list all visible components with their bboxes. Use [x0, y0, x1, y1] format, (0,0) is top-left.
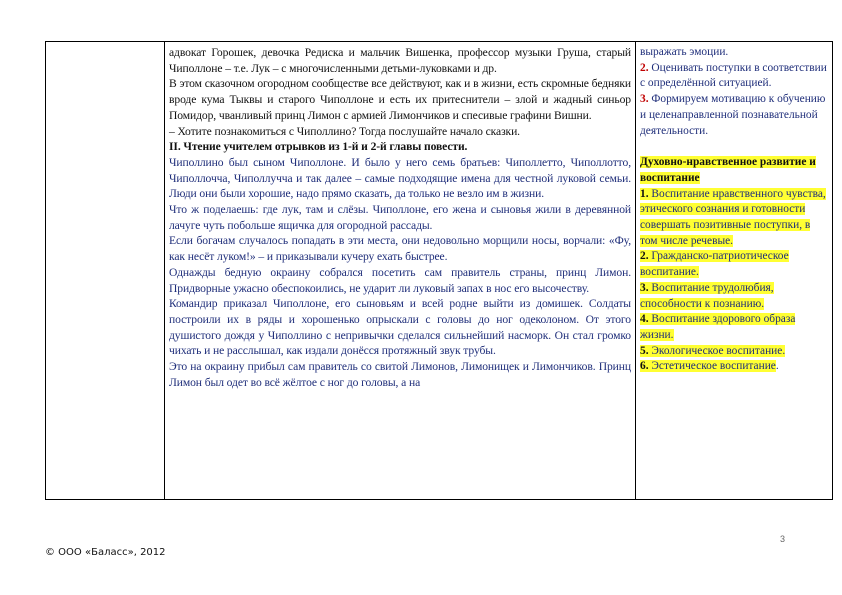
upbringing-item-3 — [640, 281, 828, 312]
item-text: Воспитание здорового образа жизни. — [640, 313, 796, 341]
story-paragraph-1: адвокат Горошек, девочка Редиска и мальчик Вишенка, профессор музыки Груша, старый Чиполлоне – т.е. Лук – с многочисленными детьми-луковками и др. — [169, 46, 631, 75]
item-number: 4. — [640, 313, 649, 326]
excerpt-paragraph-3: Если богачам случалось попадать в эти места, они недовольно морщили носы, ворчали: «Фу, как несёт луком!» – и приказывали кучеру ехать быстрее. — [169, 234, 631, 264]
item-number: 1. — [640, 187, 649, 200]
item-number: 3. — [640, 281, 649, 294]
excerpt-paragraph-2: Что ж поделаешь: где лук, там и слёзы. Чиполлоне, его жена и сыновья жили в деревянной лачуге чуть побольше ящичка для огородной рассады. — [169, 203, 631, 232]
section-heading: II. Чтение учителем отрывков из 1-й и 2-й главы повести. — [169, 140, 468, 154]
goal-number: 3. — [640, 93, 649, 106]
goals-cell — [636, 42, 833, 500]
upbringing-item-6 — [640, 359, 828, 375]
item-text: Воспитание нравственного чувства, этического сознания и готовности совершать позитивные поступки, в том числе речевые. — [640, 187, 826, 247]
left-empty-cell — [46, 42, 165, 500]
upbringing-title-text: Духовно-нравственное развитие и воспитание — [640, 156, 816, 184]
goal-number: 2. — [640, 61, 649, 74]
goal-text: Оценивать поступки в соответствии с определённой ситуацией. — [640, 61, 827, 90]
upbringing-item-1 — [640, 187, 828, 250]
item-number: 6. — [640, 360, 649, 373]
goal-text: Формируем мотивацию к обучению и целенаправленной познавательной деятельности. — [640, 93, 826, 137]
goal-item-2 — [640, 61, 828, 92]
item-text: Экологическое воспитание. — [648, 344, 786, 357]
item-text: Гражданско-патриотическое воспитание. — [640, 250, 789, 279]
lesson-table — [45, 41, 833, 500]
upbringing-item-5 — [640, 344, 828, 360]
page-number: 3 — [780, 534, 786, 544]
copyright-footer: © ООО «Баласс», 2012 — [45, 547, 166, 558]
upbringing-title — [640, 155, 828, 186]
excerpt-paragraph-6: Это на окраину прибыл сам правитель со свитой Лимонов, Лимонищек и Лимончиков. Принц Лимон был одет во всё жёлтое с ног до головы, а на — [169, 360, 631, 389]
excerpt-paragraph-4: Однажды бедную окраину собрался посетить сам правитель страны, принц Лимон. Придворные ужасно обеспокоились, не ударит ли луковый запах в нос его высочеству. — [169, 265, 631, 295]
upbringing-item-4 — [640, 312, 828, 343]
story-paragraph-2: В этом сказочном огородном сообществе все действуют, как и в жизни, есть скромные бедняки вроде кума Тыквы и старого Чиполлоне и есть их притеснители – злой и жадный синьор Помидор, чванливый принц Лимон с армией Лимончиков и спесивые графини Вишни. — [169, 77, 631, 122]
story-cell — [165, 42, 636, 500]
goal-continuation: выражать эмоции. — [640, 46, 729, 58]
spacer — [640, 139, 828, 155]
item-text: Эстетическое воспитание — [648, 360, 776, 373]
excerpt-paragraph-1: Чиполлино был сыном Чиполлоне. И было у него семь братьев: Чиполлетто, Чиполлотто, Чиполлочча, Чиполлучча и так далее – самые подходящие имена для честной луковой семьи. Люди они были хорошие, надо прямо сказать, да только не везло им в жизни. — [169, 155, 631, 201]
excerpt-paragraph-5: Командир приказал Чиполлоне, его сыновьям и всей родне выйти из домишек. Солдаты построили их в ряды и хорошенько опрыскали с головы до ног одеколоном. От этого душистого дождя у Чиполлино с непривычки сделался сильнейший насморк. Он стал громко чихать и не расслышал, как издали донёсся протяжный звук трубы. — [169, 297, 631, 358]
story-question: – Хотите познакомиться с Чиполлино? Тогда послушайте начало сказки. — [169, 124, 520, 138]
goal-item-3 — [640, 92, 828, 139]
trailing-dot: . — [775, 360, 779, 373]
item-text: Воспитание трудолюбия, способности к познанию. — [640, 281, 774, 310]
item-number: 2. — [640, 250, 649, 263]
upbringing-item-2 — [640, 249, 828, 280]
item-number: 5. — [640, 344, 649, 357]
